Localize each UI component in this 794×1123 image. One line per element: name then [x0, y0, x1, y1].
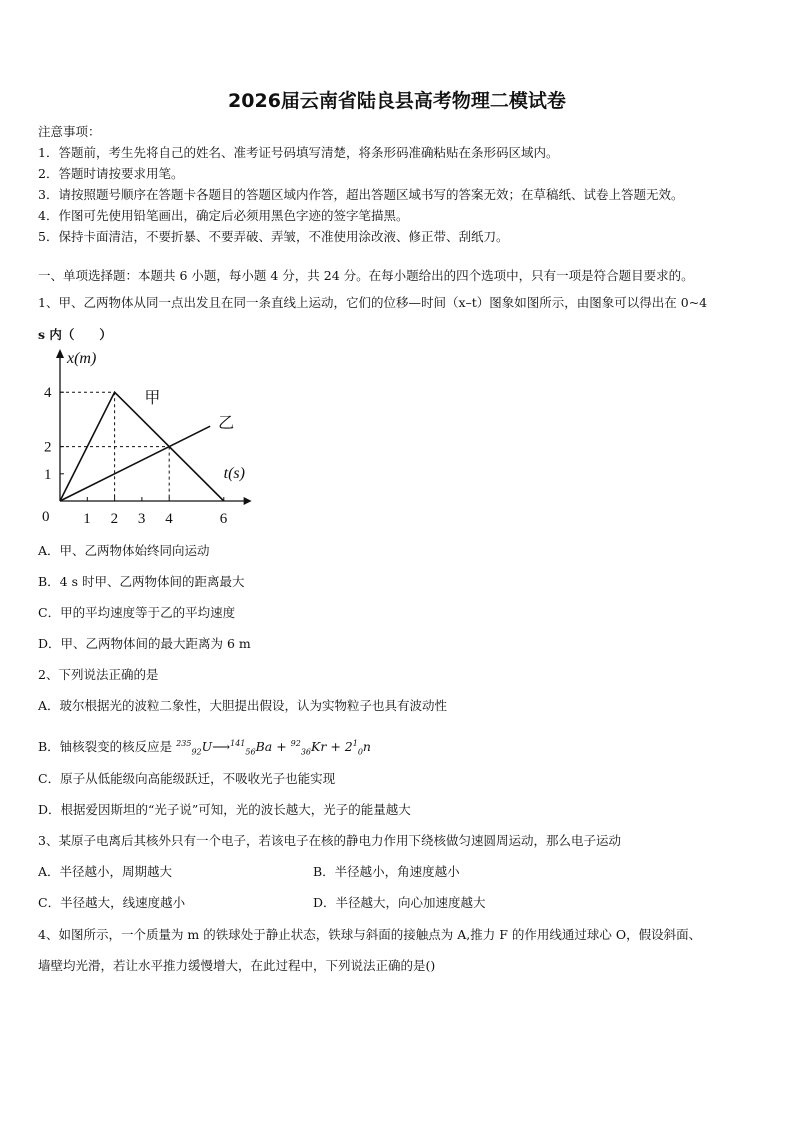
y-tick-label-0: 1	[44, 466, 52, 483]
origin-label: 0	[42, 509, 50, 525]
u-mass: 235	[176, 739, 192, 748]
notice-item-2: 2．答题时请按要求用笔。	[38, 166, 184, 181]
q2-option-b-text: B．铀核裂变的核反应是	[38, 739, 173, 755]
q1-option-c: C．甲的平均速度等于乙的平均速度	[38, 605, 236, 620]
q2-option-c: C．原子从低能级向高能级跃迁，不吸收光子也能实现	[38, 771, 336, 786]
n-symbol: n	[362, 739, 371, 755]
q3-option-b: B．半径越小，角速度越小	[313, 864, 460, 879]
x-tick-label-4: 6	[219, 511, 228, 527]
q2-option-b	[38, 736, 371, 761]
q4-stem-line2: 墙壁均光滑，若让水平推力缓慢增大，在此过程中，下列说法正确的是()	[38, 958, 436, 973]
x-tick-label-3: 4	[165, 511, 173, 527]
q3-option-d: D．半径越大，向心加速度越大	[313, 895, 486, 910]
q2-option-d: D．根据爱因斯坦的“光子说”可知，光的波长越大，光子的能量越大	[38, 802, 411, 817]
series-line-1	[60, 426, 210, 501]
notice-item-5: 5．保持卡面清洁，不要折暴、不要弄破、弄皱，不准使用涂改液、修正带、刮纸刀。	[38, 229, 509, 244]
page-title: 2026届云南省陆良县高考物理二模试卷	[228, 90, 566, 112]
section-heading: 一、单项选择题：本题共 6 小题，每小题 4 分，共 24 分。在每小题给出的四个选项中，只有一项是符合题目要求的。	[38, 268, 694, 283]
q3-option-a: A．半径越小，周期越大	[38, 864, 173, 879]
series-label-jia: 甲	[144, 390, 161, 408]
x-tick-label-1: 2	[110, 511, 119, 527]
q1-option-a: A．甲、乙两物体始终同向运动	[38, 543, 210, 558]
reaction-arrow: ⟶	[212, 739, 231, 755]
kr-mass: 92	[290, 739, 301, 748]
x-tick-label-0: 1	[83, 511, 91, 527]
notice-item-3: 3．请按照题号顺序在答题卡各题目的答题区域内作答，超出答题区域书写的答案无效；在草稿纸、试卷上答题无效。	[38, 187, 684, 202]
xt-graph	[32, 346, 292, 530]
q2-option-a: A．玻尔根据光的波粒二象性，大胆提出假设，认为实物粒子也具有波动性	[38, 698, 448, 713]
n-z: 0	[357, 747, 363, 757]
y-tick-label-2: 4	[44, 385, 52, 402]
notice-heading: 注意事项：	[38, 124, 101, 139]
y-axis-label: x(m)	[67, 350, 97, 367]
kr-symbol: Kr	[311, 739, 327, 755]
q1-stem-line2: s 内（ ）	[38, 327, 112, 342]
q3-option-c: C．半径越大，线速度越小	[38, 895, 186, 910]
plus-sign: +	[272, 739, 291, 755]
kr-z: 36	[300, 747, 312, 757]
q3-stem: 3、某原子电离后其核外只有一个电子，若该电子在核的静电力作用下绕核做匀速圆周运动，那么电子运动	[38, 833, 621, 848]
notice-item-1: 1．答题前，考生先将自己的姓名、准考证号码填写清楚，将条形码准确粘贴在条形码区域内。	[38, 145, 559, 160]
plus-two: + 2	[326, 739, 353, 755]
ba-mass: 141	[230, 739, 246, 748]
q1-stem-line1: 1、甲、乙两物体从同一点出发且在同一条直线上运动，它们的位移—时间（x–t）图象如图所示，由图象可以得出在 0~4	[38, 295, 708, 310]
q1-option-d: D．甲、乙两物体间的最大距离为 6 m	[38, 636, 251, 651]
series-label-yi: 乙	[218, 415, 235, 433]
u-z: 92	[191, 747, 202, 757]
fission-equation	[176, 739, 371, 757]
y-axis-arrow	[56, 349, 64, 358]
q4-stem-line1: 4、如图所示，一个质量为 m 的铁球处于静止状态，铁球与斜面的接触点为 A,推力 F 的作用线通过球心 O，假设斜面、	[38, 927, 702, 942]
q2-stem: 2、下列说法正确的是	[38, 667, 159, 682]
q1-option-b: B．4 s 时甲、乙两物体间的距离最大	[38, 574, 245, 589]
n-mass: 1	[352, 739, 358, 748]
u-symbol: U	[201, 739, 213, 755]
x-axis-arrow	[244, 497, 252, 505]
notice-item-4: 4．作图可先使用铅笔画出，确定后必须用黑色字迹的签字笔描黑。	[38, 208, 409, 223]
y-tick-label-1: 2	[44, 439, 52, 456]
ba-z: 56	[245, 747, 256, 757]
x-axis-label: t(s)	[223, 465, 245, 482]
x-tick-label-2: 3	[137, 511, 146, 527]
ba-symbol: Ba	[255, 739, 273, 755]
